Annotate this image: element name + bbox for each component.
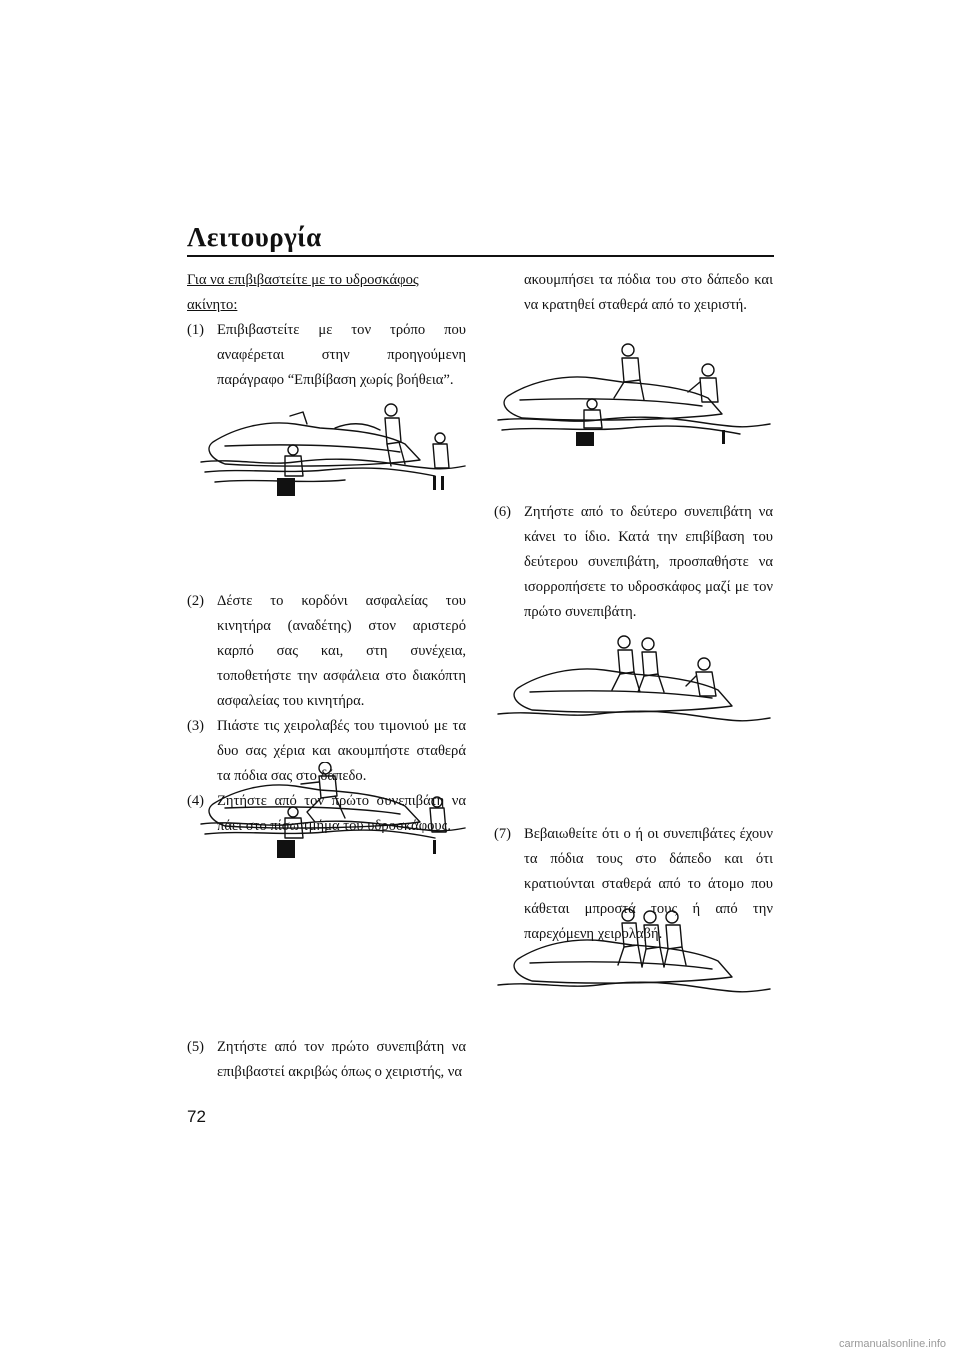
watercraft-illustration — [494, 630, 774, 730]
step-number: (1) — [187, 322, 205, 338]
left-column — [187, 268, 466, 1085]
watercraft-illustration — [494, 340, 774, 448]
watermark-text: carmanualsonline.info — [838, 1338, 946, 1350]
step-text: Ζητήστε από τον πρώτο συνεπιβάτη να επιβιβαστεί ακριβώς όπως ο χειριστής, να — [217, 1039, 466, 1080]
illustration-first-passenger — [494, 340, 774, 448]
step-text: Βεβαιωθείτε ότι ο ή οι συνεπιβάτες έχουν τα πόδια τους στο δάπεδο και ότι κρατιούνται σταθερά από το άτομο που κάθεται μπροστά τους ή από την παρεχόμενη χειρολαβή. — [524, 826, 773, 942]
step-number: (7) — [494, 826, 512, 842]
watercraft-illustration — [494, 905, 774, 1003]
page-number: 72 — [187, 1107, 206, 1126]
step-text: Πιάστε τις χειρολαβές του τιμονιού με τα δυο σας χέρια και ακουμπήστε σταθερά τα πόδια σας στο δάπεδο. — [217, 718, 466, 784]
illustration-passenger-stern — [195, 762, 470, 864]
illustration-boarding-rider — [195, 400, 470, 502]
step-text: Ζητήστε από τον πρώτο συνεπιβάτη να πάει στο πίσω τμήμα του υδροσκάφους. — [217, 793, 466, 834]
watercraft-illustration — [195, 400, 470, 502]
page-title: Λειτουργία — [187, 222, 322, 252]
illustration-all-seated — [494, 905, 774, 1003]
step-number: (3) — [187, 718, 205, 734]
step-number: (4) — [187, 793, 205, 809]
step-1 — [187, 318, 466, 393]
watercraft-illustration — [195, 762, 470, 864]
step-5 — [187, 1035, 466, 1085]
step-text: Επιβιβαστείτε με τον τρόπο που αναφέρεται στην προηγούμενη παράγραφο “Επιβίβαση χωρίς βοήθεια”. — [217, 322, 466, 388]
illustration-second-passenger — [494, 630, 774, 730]
step-number: (5) — [187, 1039, 205, 1055]
step-6 — [494, 500, 773, 625]
step-number: (2) — [187, 593, 205, 609]
section-heading: Για να επιβιβαστείτε με το υδροσκάφος ακίνητο: — [187, 272, 419, 313]
step-text: Δέστε το κορδόνι ασφαλείας του κινητήρα (αναδέτης) στον αριστερό καρπό σας και, στη συνέχεια, τοποθετήστε την ασφάλεια στο διακόπτη ασφαλείας του κινητήρα. — [217, 593, 466, 709]
step-5-continued: ακουμπήσει τα πόδια του στο δάπεδο και να κρατηθεί σταθερά από το χειριστή. — [524, 272, 773, 313]
title-rule — [187, 255, 774, 257]
figure-spacer — [187, 839, 466, 1035]
step-number: (6) — [494, 504, 512, 520]
step-2 — [187, 589, 466, 714]
step-text: Ζητήστε από το δεύτερο συνεπιβάτη να κάνει το ίδιο. Κατά την επιβίβαση του δεύτερου συνεπιβάτη, προσπαθήστε να ισορροπήσετε το υδροσκάφος μαζί με τον πρώτο συνεπιβάτη. — [524, 504, 773, 620]
